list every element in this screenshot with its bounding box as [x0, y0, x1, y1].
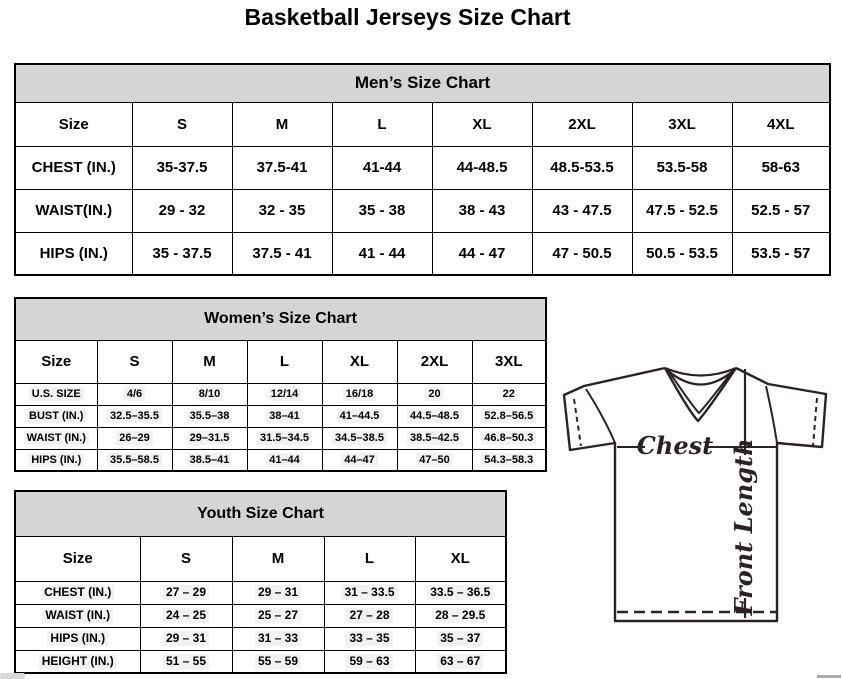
table-row [15, 449, 546, 471]
row-label-cell: HIPS (IN.) [15, 232, 132, 275]
column-header-cell: XL [322, 340, 397, 383]
row-label-cell: CHEST (IN.) [15, 146, 132, 189]
value-cell: 27 – 28 [324, 604, 415, 627]
value-cell: 47–50 [397, 449, 472, 471]
column-header-cell: 4XL [732, 102, 830, 146]
table-row [15, 232, 830, 275]
value-cell: 28 – 29.5 [415, 604, 506, 627]
value-cell: 47 - 50.5 [532, 232, 632, 275]
column-header-cell: XL [415, 536, 506, 581]
column-header-cell: L [324, 536, 415, 581]
row-label-cell: BUST (IN.) [15, 405, 97, 427]
value-cell: 20 [397, 383, 472, 405]
column-header-cell: S [97, 340, 172, 383]
column-header-cell: 2XL [532, 102, 632, 146]
value-cell: 44-48.5 [432, 146, 532, 189]
value-cell: 38 - 43 [432, 189, 532, 232]
table-row [15, 650, 506, 673]
table-row [15, 146, 830, 189]
column-header-cell: Size [15, 340, 97, 383]
jersey-armhole-seam-right [766, 386, 777, 443]
value-cell: 26–29 [97, 427, 172, 449]
column-header-cell: Size [15, 102, 132, 146]
column-header-cell: L [247, 340, 322, 383]
value-cell: 38–41 [247, 405, 322, 427]
row-label-cell: CHEST (IN.) [15, 581, 140, 604]
table-title: Men’s Size Chart [15, 64, 830, 102]
value-cell: 43 - 47.5 [532, 189, 632, 232]
jersey-collar-back [665, 368, 736, 376]
scrollbar-fragment-right [817, 675, 841, 678]
value-cell: 52.8–56.5 [472, 405, 546, 427]
row-label-cell: WAIST(IN.) [15, 189, 132, 232]
column-header-cell: S [132, 102, 232, 146]
row-label-cell: WAIST (IN.) [15, 604, 140, 627]
value-cell: 41–44.5 [322, 405, 397, 427]
scrollbar-fragment-left [0, 673, 25, 679]
value-cell: 53.5-58 [632, 146, 732, 189]
value-cell: 41 - 44 [332, 232, 432, 275]
value-cell: 46.8–50.3 [472, 427, 546, 449]
value-cell: 35.5–58.5 [97, 449, 172, 471]
value-cell: 59 – 63 [324, 650, 415, 673]
value-cell: 12/14 [247, 383, 322, 405]
column-header-cell: XL [432, 102, 532, 146]
value-cell: 29 - 32 [132, 189, 232, 232]
row-label-cell: HIPS (IN.) [15, 627, 140, 650]
value-cell: 29 – 31 [232, 581, 324, 604]
jersey-measurement-diagram [555, 355, 843, 647]
table-row [15, 383, 546, 405]
value-cell: 35-37.5 [132, 146, 232, 189]
column-header-cell: 2XL [397, 340, 472, 383]
value-cell: 58-63 [732, 146, 830, 189]
table-row [15, 581, 506, 604]
table-row [15, 604, 506, 627]
row-label-cell: WAIST (IN.) [15, 427, 97, 449]
column-header-cell: Size [15, 536, 140, 581]
jersey-cuff-dash-left [574, 399, 581, 446]
value-cell: 53.5 - 57 [732, 232, 830, 275]
jersey-cuff-dash-right [813, 398, 817, 446]
value-cell: 8/10 [172, 383, 247, 405]
value-cell: 47.5 - 52.5 [632, 189, 732, 232]
row-label-cell: HEIGHT (IN.) [15, 650, 140, 673]
mens-size-chart-table [14, 63, 831, 276]
value-cell: 29–31.5 [172, 427, 247, 449]
value-cell: 41-44 [332, 146, 432, 189]
value-cell: 35 - 37.5 [132, 232, 232, 275]
column-header-cell: S [140, 536, 232, 581]
value-cell: 55 – 59 [232, 650, 324, 673]
value-cell: 32 - 35 [232, 189, 332, 232]
youth-size-chart-table [14, 490, 507, 674]
value-cell: 35 - 38 [332, 189, 432, 232]
table-title: Youth Size Chart [15, 491, 506, 536]
column-header-cell: L [332, 102, 432, 146]
value-cell: 38.5–41 [172, 449, 247, 471]
chest-label: Chest [636, 431, 714, 460]
value-cell: 29 – 31 [140, 627, 232, 650]
table-row [15, 627, 506, 650]
value-cell: 44.5–48.5 [397, 405, 472, 427]
front-length-label: Front Length [729, 438, 758, 616]
value-cell: 33.5 – 36.5 [415, 581, 506, 604]
value-cell: 44 - 47 [432, 232, 532, 275]
value-cell: 34.5–38.5 [322, 427, 397, 449]
value-cell: 31 – 33.5 [324, 581, 415, 604]
column-header-cell: M [172, 340, 247, 383]
table-row [15, 189, 830, 232]
value-cell: 35.5–38 [172, 405, 247, 427]
value-cell: 31 – 33 [232, 627, 324, 650]
value-cell: 32.5–35.5 [97, 405, 172, 427]
row-label-cell: HIPS (IN.) [15, 449, 97, 471]
value-cell: 63 – 67 [415, 650, 506, 673]
value-cell: 24 – 25 [140, 604, 232, 627]
value-cell: 4/6 [97, 383, 172, 405]
jersey-outline [564, 368, 826, 621]
row-label-cell: U.S. SIZE [15, 383, 97, 405]
value-cell: 35 – 37 [415, 627, 506, 650]
value-cell: 50.5 - 53.5 [632, 232, 732, 275]
value-cell: 38.5–42.5 [397, 427, 472, 449]
value-cell: 37.5-41 [232, 146, 332, 189]
value-cell: 48.5-53.5 [532, 146, 632, 189]
column-header-cell: M [232, 102, 332, 146]
page-title: Basketball Jerseys Size Chart [244, 4, 571, 30]
value-cell: 54.3–58.3 [472, 449, 546, 471]
table-row [15, 405, 546, 427]
value-cell: 41–44 [247, 449, 322, 471]
value-cell: 16/18 [322, 383, 397, 405]
table-row [15, 427, 546, 449]
value-cell: 44–47 [322, 449, 397, 471]
value-cell: 27 – 29 [140, 581, 232, 604]
womens-size-chart-table [14, 297, 547, 472]
jersey-armhole-seam-left [586, 389, 615, 443]
column-header-cell: M [232, 536, 324, 581]
column-header-cell: 3XL [472, 340, 546, 383]
value-cell: 37.5 - 41 [232, 232, 332, 275]
value-cell: 31.5–34.5 [247, 427, 322, 449]
value-cell: 33 – 35 [324, 627, 415, 650]
column-header-cell: 3XL [632, 102, 732, 146]
value-cell: 22 [472, 383, 546, 405]
table-title: Women’s Size Chart [15, 298, 546, 340]
value-cell: 51 – 55 [140, 650, 232, 673]
value-cell: 52.5 - 57 [732, 189, 830, 232]
value-cell: 25 – 27 [232, 604, 324, 627]
